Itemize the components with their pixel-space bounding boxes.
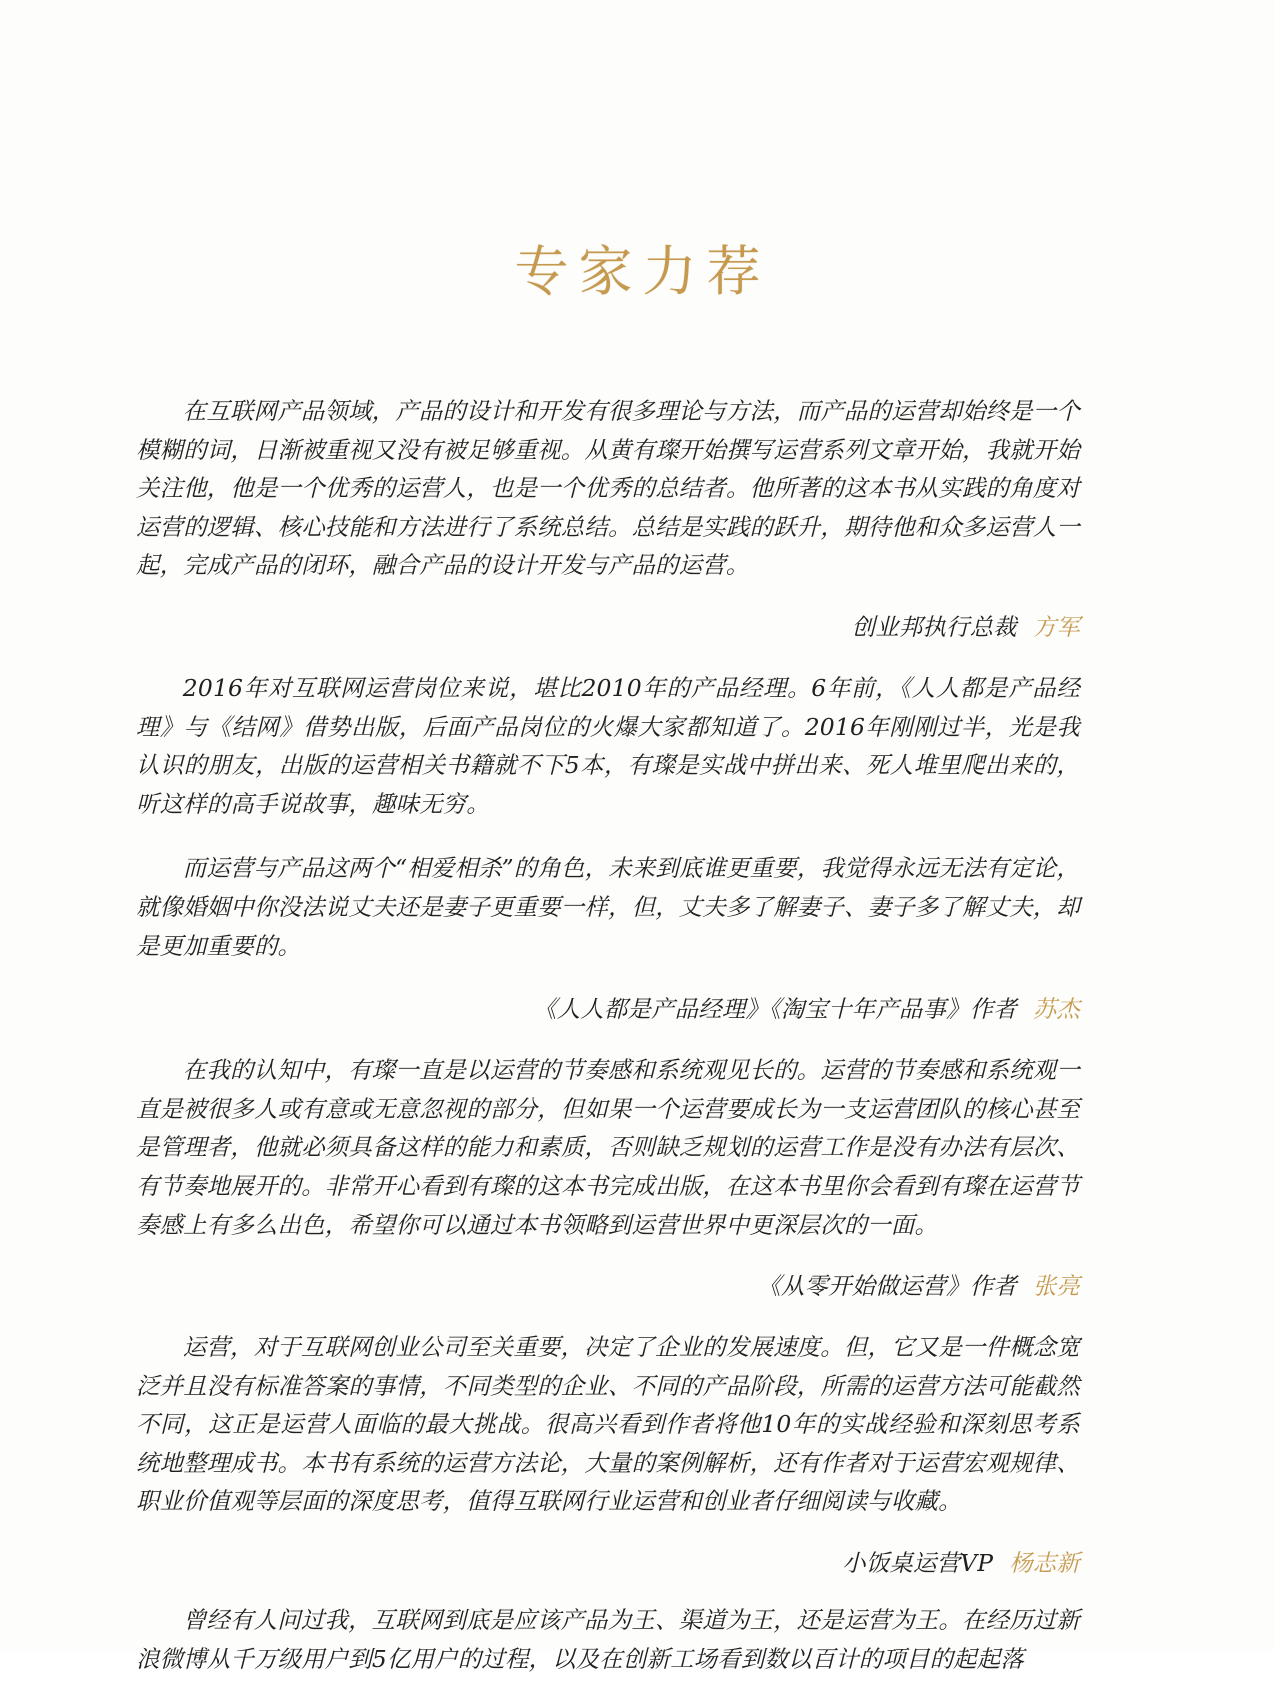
- endorsement-paragraph: 在我的认知中，有璨一直是以运营的节奏感和系统观见长的。运营的节奏感和系统观一直是被很多人或有意或无意忽视的部分，但如果一个运营要成长为一支运营团队的核心甚至是管理者，他就必须具备这样的能力和素质，否则缺乏规划的运营工作是没有办法有层次、有节奏地展开的。非常开心看到有璨的这本书完成出版，在这本书里你会看到有璨在运营节奏感上有多么出色，希望你可以通过本书领略到运营世界中更深层次的一面。: [136, 1056, 1080, 1239]
- attribution-person: 方军: [1032, 612, 1080, 641]
- attribution-role: 《人人都是产品经理》《淘宝十年产品事》作者: [533, 995, 1017, 1024]
- endorsement-attribution: [136, 607, 1080, 647]
- endorsement-paragraph: 在互联网产品领域，产品的设计和开发有很多理论与方法，而产品的运营却始终是一个模糊的词，日渐被重视又没有被足够重视。从黄有璨开始撰写运营系列文章开始，我就开始关注他，他是一个优秀的运营人，也是一个优秀的总结者。他所著的这本书从实践的角度对运营的逻辑、核心技能和方法进行了系统总结。总结是实践的跃升，期待他和众多运营人一起，完成产品的闭环，融合产品的设计开发与产品的运营。: [136, 397, 1080, 580]
- page-title: 专家力荐: [514, 240, 771, 303]
- endorsement-attribution: [136, 989, 1080, 1029]
- attribution-role: 创业邦执行总裁: [851, 612, 1017, 641]
- endorsement-paragraph: 2016年对互联网运营岗位来说，堪比2010年的产品经理。6年前，《人人都是产品经理》与《结网》借势出版，后面产品岗位的火爆大家都知道了。2016年刚刚过半，光是我认识的朋友，出版的运营相关书籍就不下5本，有璨是实战中拼出来、死人堆里爬出来的，听这样的高手说故事，趣味无穷。: [136, 673, 1080, 818]
- endorsement-paragraph: 运营，对于互联网创业公司至关重要，决定了企业的发展速度。但，它又是一件概念宽泛并且没有标准答案的事情，不同类型的企业、不同的产品阶段，所需的运营方法可能截然不同，这正是运营人面临的最大挑战。很高兴看到作者将他10年的实战经验和深刻思考系统地整理成书。本书有系统的运营方法论，大量的案例解析，还有作者对于运营宏观规律、职业价值观等层面的深度思考，值得互联网行业运营和创业者仔细阅读与收藏。: [136, 1333, 1080, 1516]
- attribution-role: 小饭桌运营VP: [842, 1549, 994, 1578]
- endorsement-attribution: [136, 1266, 1080, 1306]
- attribution-person: 苏杰: [1032, 995, 1080, 1024]
- endorsement-attribution: [136, 1543, 1080, 1583]
- endorsement-paragraph: 而运营与产品这两个“相爱相杀”的角色，未来到底谁更重要，我觉得永远无法有定论，就像婚姻中你没法说丈夫还是妻子更重要一样，但，丈夫多了解妻子、妻子多了解丈夫，却是更加重要的。: [136, 854, 1080, 960]
- endorsement-paragraph: 曾经有人问过我，互联网到底是应该产品为王、渠道为王，还是运营为王。在经历过新浪微博从千万级用户到5亿用户的过程，以及在创新工场看到数以百计的项目的起起落: [136, 1606, 1080, 1673]
- attribution-person: 张亮: [1032, 1272, 1080, 1301]
- attribution-person: 杨志新: [1009, 1549, 1080, 1578]
- attribution-role: 《从零开始做运营》作者: [757, 1272, 1017, 1301]
- endorsements-container: [136, 392, 1080, 1692]
